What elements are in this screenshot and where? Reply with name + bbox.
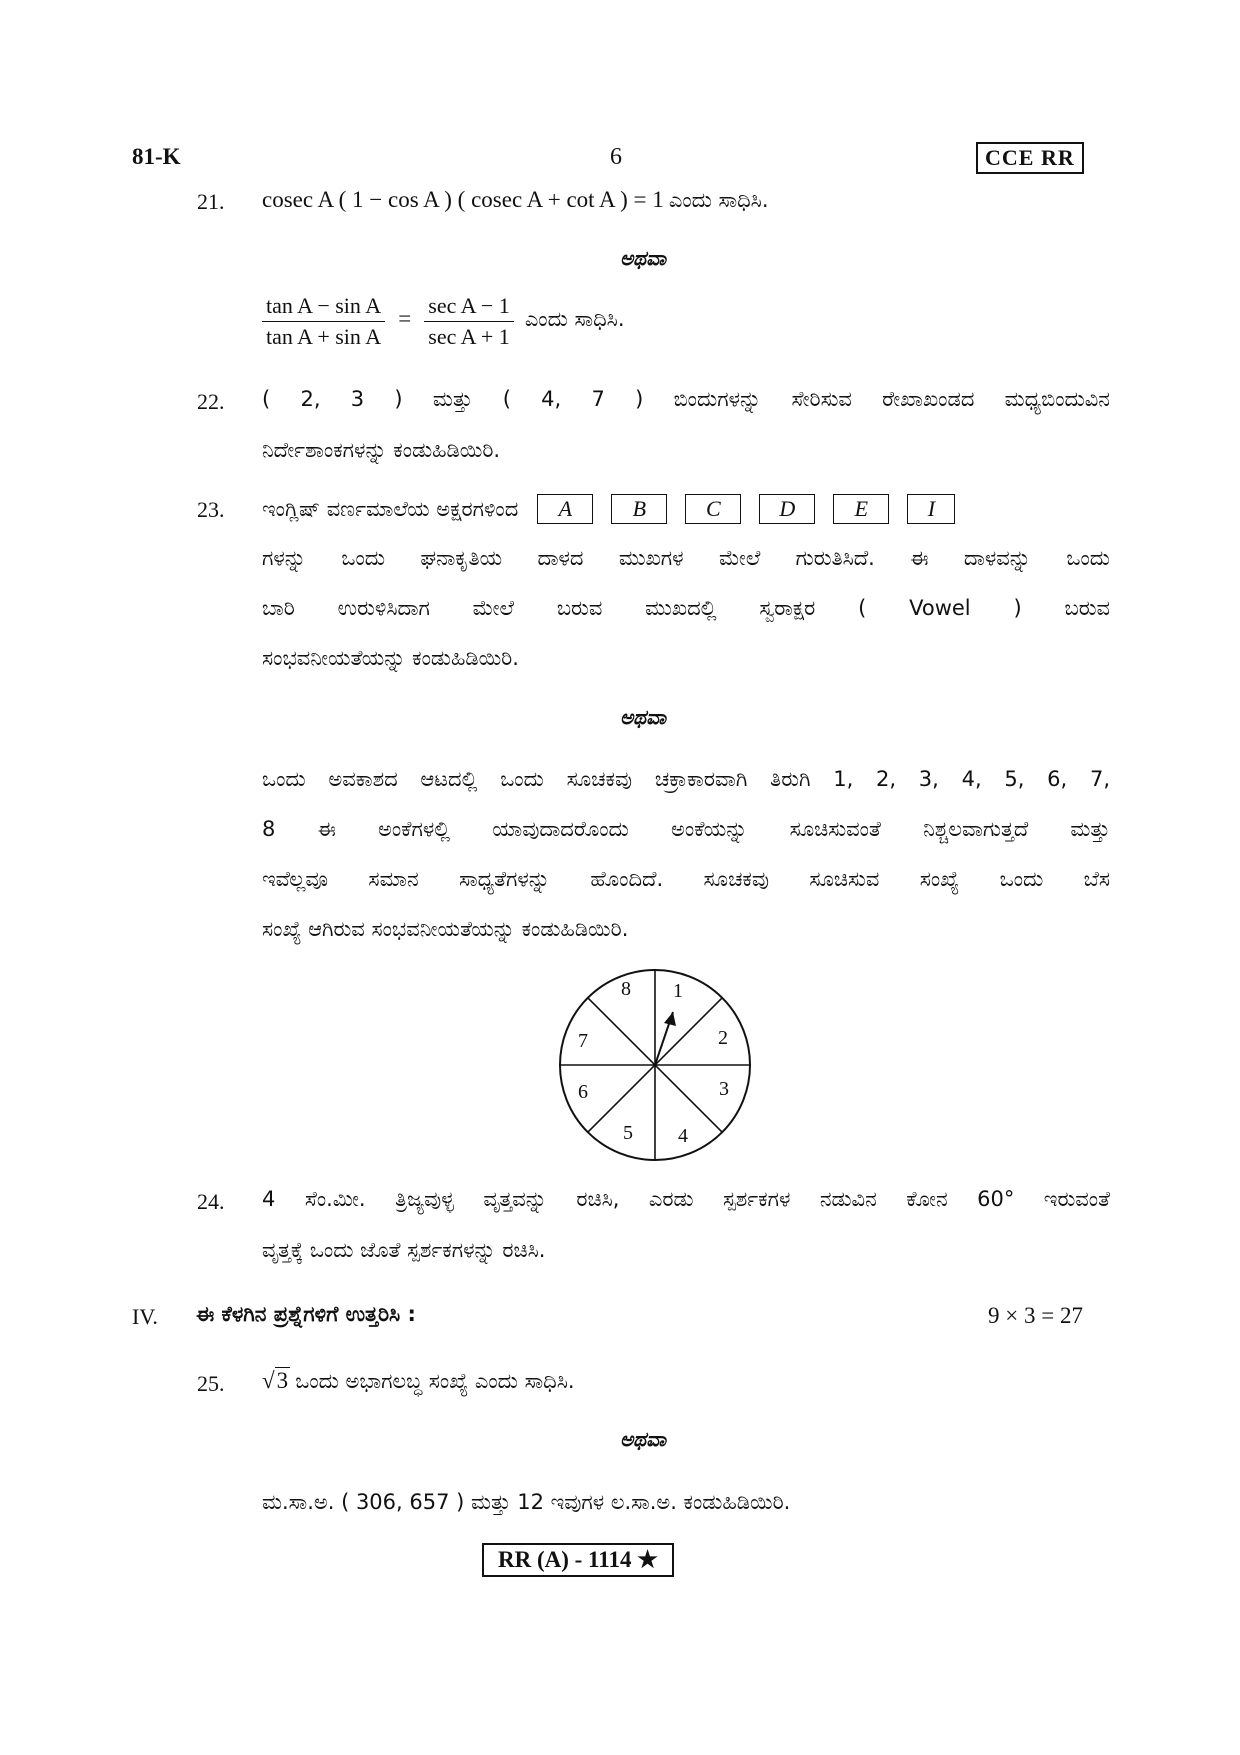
section-number: IV.	[132, 1304, 158, 1329]
footer-code: RR (A) - 1114 ★	[482, 1543, 674, 1577]
spinner-label-8: 8	[621, 978, 631, 1000]
spinner-label-6: 6	[578, 1081, 588, 1103]
q21-rhs-fraction	[424, 293, 513, 350]
q22-line-2: ನಿರ್ದೇಶಾಂಕಗಳನ್ನು ಕಂಡುಹಿಡಿಯಿರಿ.	[262, 438, 501, 462]
q21-lhs-fraction	[262, 293, 385, 350]
question-number-24: 24.	[197, 1189, 225, 1214]
q21-lhs-denominator: tan A + sin A	[266, 324, 382, 349]
letter-box-e: E	[833, 494, 889, 524]
q21-equals: =	[398, 306, 412, 331]
q23-line-2: ಗಳನ್ನು ಒಂದು ಘನಾಕೃತಿಯ ದಾಳದ ಮುಖಗಳ ಮೇಲೆ ಗುರುತಿಸಿದೆ. ಈ ದಾಳವನ್ನು ಒಂದು	[262, 546, 1110, 570]
q21-rhs-denominator: sec A + 1	[428, 324, 510, 349]
q23-line-4: ಸಂಭವನೀಯತೆಯನ್ನು ಕಂಡುಹಿಡಿಯಿರಿ.	[262, 646, 519, 670]
q21-alternative	[262, 293, 625, 350]
q23-alt-line-2: 8 ಈ ಅಂಕೆಗಳಲ್ಲಿ ಯಾವುದಾದರೊಂದು ಅಂಕೆಯನ್ನು ಸೂಚಿಸುವಂತೆ ನಿಶ್ಚಲವಾಗುತ್ತದೆ ಮತ್ತು	[262, 817, 1110, 841]
q23-line-1-prefix: ಇಂಗ್ಲಿಷ್ ವರ್ಣಮಾಲೆಯ ಅಕ್ಷರಗಳಿಂದ	[262, 497, 519, 521]
q21-rhs-numerator: sec A − 1	[424, 293, 513, 322]
letter-box-a: A	[537, 494, 593, 524]
letter-box-c: C	[685, 494, 741, 524]
q24-line-2: ವೃತ್ತಕ್ಕೆ ಒಂದು ಜೊತೆ ಸ್ಪರ್ಶಕಗಳನ್ನು ರಚಿಸಿ.	[262, 1238, 546, 1262]
q25-text: ಒಂದು ಅಭಾಗಲಬ್ಧ ಸಂಖ್ಯೆ ಎಂದು ಸಾಧಿಸಿ.	[295, 1369, 575, 1393]
q23-alt-line-3: ಇವೆಲ್ಲವೂ ಸಮಾನ ಸಾಧ್ಯತೆಗಳನ್ನು ಹೊಂದಿದೆ. ಸೂಚಕವು ಸೂಚಿಸುವ ಸಂಖ್ಯೆ ಒಂದು ಬೆಸ	[262, 867, 1110, 891]
section-marks: 9 × 3 = 27	[988, 1303, 1083, 1328]
question-number-21: 21.	[197, 189, 225, 214]
square-root: √3	[262, 1368, 289, 1393]
section-title: ಈ ಕೆಳಗಿನ ಪ್ರಶ್ನೆಗಳಿಗೆ ಉತ್ತರಿಸಿ :	[196, 1302, 416, 1326]
page-number: 6	[610, 144, 622, 170]
question-number-22: 22.	[197, 389, 225, 414]
q21-alt-suffix: ಎಂದು ಸಾಧಿಸಿ.	[524, 307, 625, 331]
question-21	[262, 187, 769, 213]
q23-line-1	[262, 494, 955, 524]
q25-line	[262, 1368, 575, 1394]
letter-box-d: D	[759, 494, 815, 524]
spinner-label-5: 5	[623, 1122, 633, 1144]
exam-tag: CCE RR	[976, 142, 1084, 174]
spinner-label-3: 3	[719, 1078, 729, 1100]
q23-line-3: ಬಾರಿ ಉರುಳಿಸಿದಾಗ ಮೇಲೆ ಬರುವ ಮುಖದಲ್ಲಿ ಸ್ವರಾಕ್ಷರ ( Vowel ) ಬರುವ	[262, 596, 1110, 620]
q22-line-1: ( 2, 3 ) ಮತ್ತು ( 4, 7 ) ಬಿಂದುಗಳನ್ನು ಸೇರಿಸುವ ರೇಖಾಖಂಡದ ಮಧ್ಯಬಿಂದುವಿನ	[262, 387, 1110, 411]
q21-lhs-numerator: tan A − sin A	[262, 293, 385, 322]
spinner-label-1: 1	[673, 980, 683, 1002]
letter-box-b: B	[611, 494, 667, 524]
q23-alt-line-1: ಒಂದು ಅವಕಾಶದ ಆಟದಲ್ಲಿ ಒಂದು ಸೂಚಕವು ಚಕ್ರಾಕಾರವಾಗಿ ತಿರುಗಿ 1, 2, 3, 4, 5, 6, 7,	[262, 767, 1110, 791]
or-label: ಅಥವಾ	[620, 246, 666, 270]
spinner-label-2: 2	[718, 1027, 728, 1049]
spinner-label-4: 4	[678, 1125, 688, 1147]
q25-alt-text: ಮ.ಸಾ.ಅ. ( 306, 657 ) ಮತ್ತು 12 ಇವುಗಳ ಲ.ಸಾ.ಅ. ಕಂಡುಹಿಡಿಯಿರಿ.	[262, 1490, 791, 1514]
q21-suffix: ಎಂದು ಸಾಧಿಸಿ.	[668, 188, 769, 212]
spinner-arrowhead	[664, 1012, 676, 1026]
q23-alt-line-4: ಸಂಖ್ಯೆ ಆಗಿರುವ ಸಂಭವನೀಯತೆಯನ್ನು ಕಂಡುಹಿಡಿಯಿರಿ.	[262, 917, 629, 941]
spinner-diagram	[555, 965, 755, 1165]
letter-box-i: I	[907, 494, 955, 524]
or-label: ಅಥವಾ	[620, 1427, 666, 1451]
question-number-25: 25.	[197, 1371, 225, 1396]
q24-line-1: 4 ಸೆಂ.ಮೀ. ತ್ರಿಜ್ಯವುಳ್ಳ ವೃತ್ತವನ್ನು ರಚಿಸಿ, ಎರಡು ಸ್ಪರ್ಶಕಗಳ ನಡುವಿನ ಕೋನ 60° ಇರುವಂತೆ	[262, 1187, 1110, 1211]
question-number-23: 23.	[197, 497, 225, 522]
or-label: ಅಥವಾ	[620, 705, 666, 729]
radicand: 3	[276, 1368, 289, 1393]
paper-code: 81-K	[132, 144, 181, 169]
q21-expression: cosec A ( 1 − cos A ) ( cosec A + cot A ) = 1	[262, 187, 664, 212]
spinner-label-7: 7	[578, 1030, 588, 1052]
